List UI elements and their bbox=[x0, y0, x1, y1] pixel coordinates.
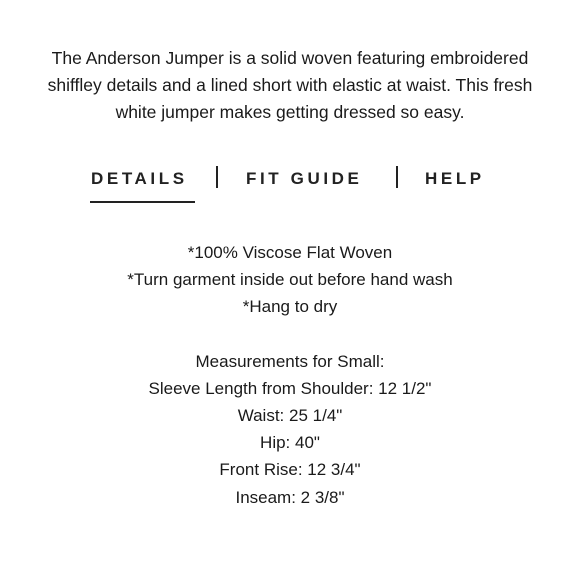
description-line: The Anderson Jumper is a solid woven featuring embroidered bbox=[51, 48, 529, 68]
tab-details[interactable]: DETAILS bbox=[91, 169, 188, 188]
info-tabs bbox=[0, 163, 580, 207]
details-content bbox=[20, 239, 560, 511]
measurement-item: Sleeve Length from Shoulder: 12 1/2" bbox=[148, 378, 432, 398]
care-item: *Hang to dry bbox=[242, 297, 338, 317]
care-item: *Turn garment inside out before hand wash bbox=[127, 270, 453, 290]
product-description bbox=[20, 45, 560, 126]
tab-fit-guide[interactable]: FIT GUIDE bbox=[246, 169, 363, 188]
measurements-title: Measurements for Small: bbox=[195, 351, 385, 371]
measurement-item: Inseam: 2 3/8" bbox=[235, 487, 345, 507]
description-line: white jumper makes getting dressed so easy. bbox=[115, 102, 465, 122]
section-spacer bbox=[20, 321, 560, 348]
tab-help[interactable]: HELP bbox=[425, 169, 485, 188]
description-line: shiffley details and a lined short with elastic at waist. This fresh bbox=[47, 75, 533, 95]
tab-divider bbox=[396, 166, 398, 188]
care-item: *100% Viscose Flat Woven bbox=[187, 243, 393, 262]
measurement-item: Front Rise: 12 3/4" bbox=[219, 460, 361, 480]
tab-divider bbox=[216, 166, 218, 188]
measurement-item: Hip: 40" bbox=[260, 433, 320, 453]
measurement-item: Waist: 25 1/4" bbox=[237, 406, 343, 426]
active-tab-underline bbox=[90, 201, 195, 203]
